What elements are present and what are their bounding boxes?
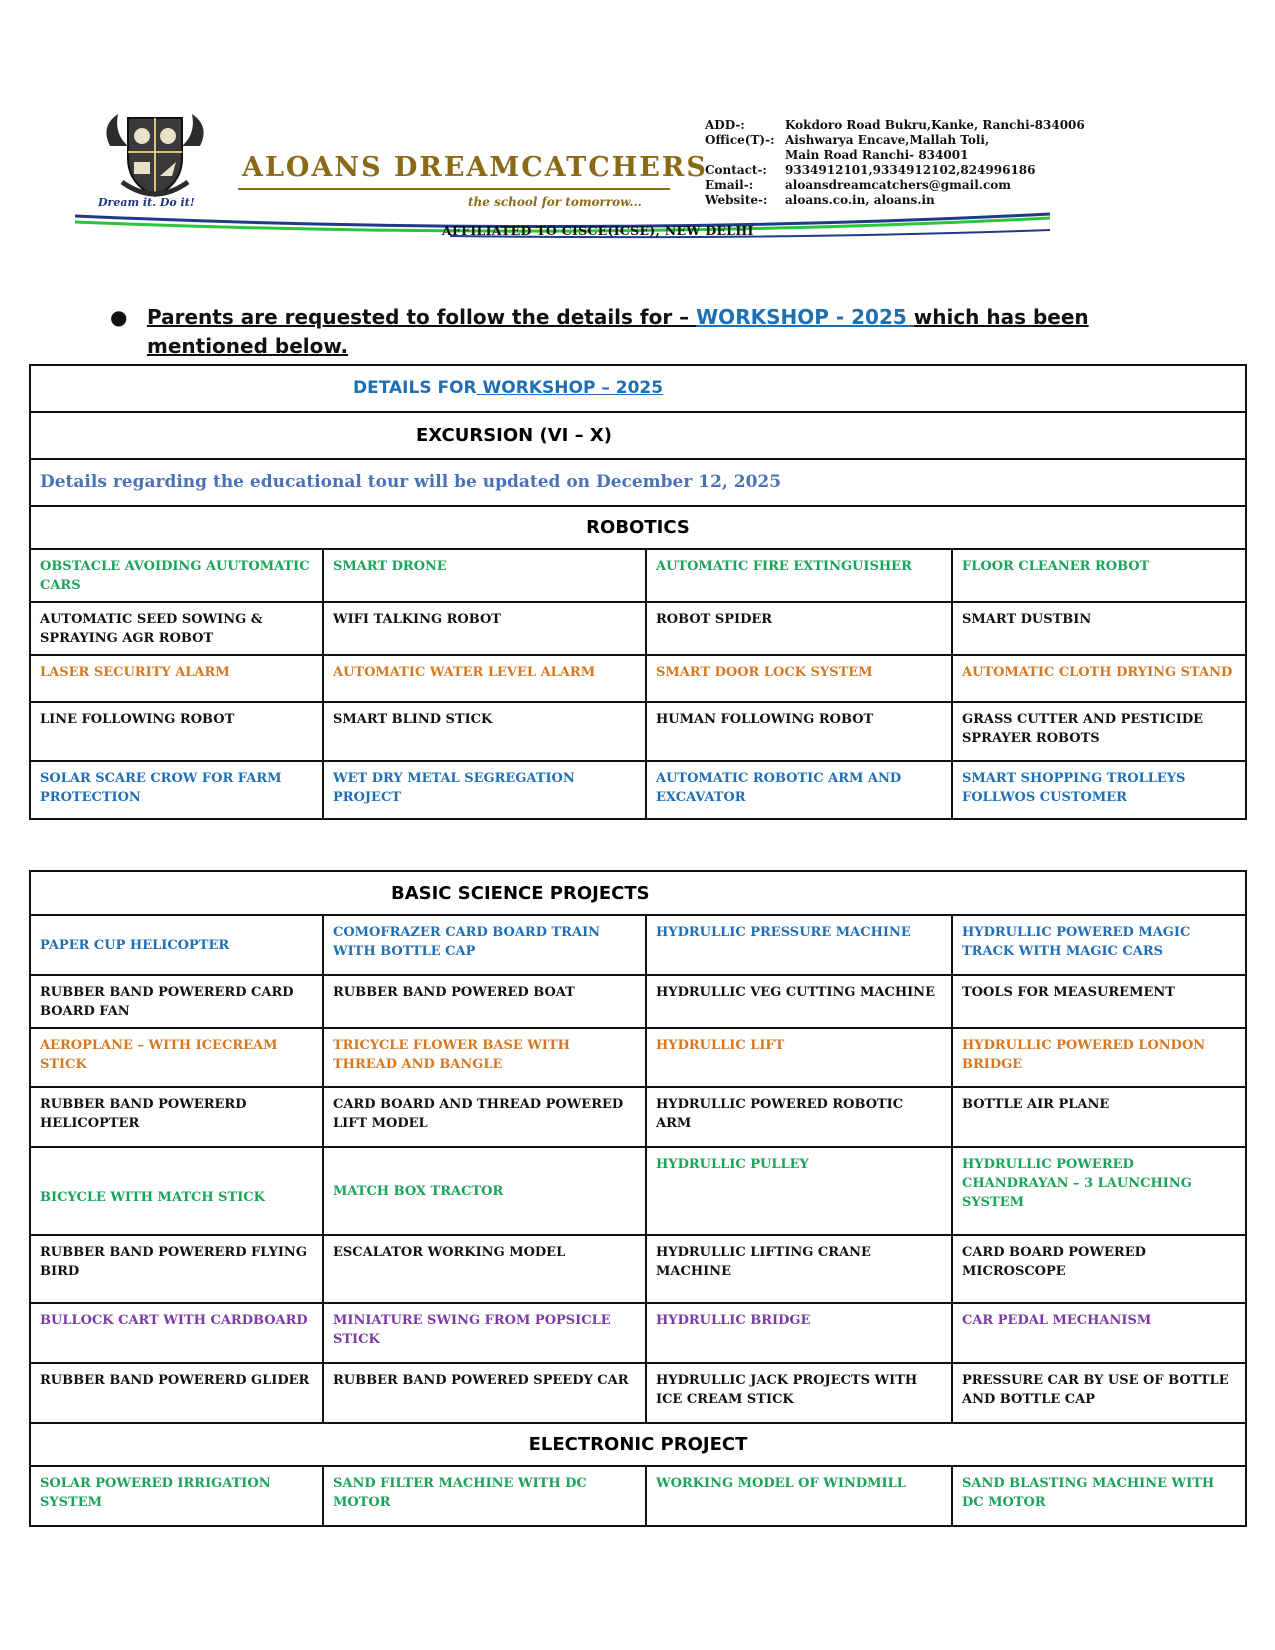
table-cell: SMART DOOR LOCK SYSTEM	[646, 655, 952, 702]
details-workshop-link[interactable]: WORKSHOP – 2025	[476, 378, 664, 398]
table-cell: BOTTLE AIR PLANE	[952, 1087, 1246, 1147]
affiliation-text: AFFILIATED TO CISCE(ICSE), NEW DELHI	[442, 223, 754, 238]
table-cell: AUTOMATIC CLOTH DRYING STAND	[952, 655, 1246, 702]
table-cell: HYDRULLIC LIFT	[646, 1028, 952, 1087]
table-cell: HYDRULLIC JACK PROJECTS WITH ICE CREAM STICK	[646, 1363, 952, 1423]
table-cell: FLOOR CLEANER ROBOT	[952, 549, 1246, 602]
contact-block	[705, 118, 1085, 208]
table-cell: HYDRULLIC POWERED ROBOTIC ARM	[646, 1087, 952, 1147]
school-motto: Dream it. Do it!	[98, 196, 195, 209]
table-cell: HYDRULLIC VEG CUTTING MACHINE	[646, 975, 952, 1028]
table-cell: SOLAR SCARE CROW FOR FARM PROTECTION	[30, 761, 323, 819]
table-cell: HYDRULLIC POWERED CHANDRAYAN – 3 LAUNCHING SYSTEM	[952, 1147, 1246, 1235]
school-tagline: the school for tomorrow...	[468, 195, 642, 209]
school-name: ALOANS DREAMCATCHERS	[242, 152, 708, 183]
robotics-heading: ROBOTICS	[30, 506, 1246, 549]
table-cell: MATCH BOX TRACTOR	[323, 1147, 646, 1235]
website-row: Website-: aloans.co.in, aloans.in	[705, 193, 935, 207]
table-cell: HYDRULLIC POWERED LONDON BRIDGE	[952, 1028, 1246, 1087]
letterhead	[70, 100, 1130, 250]
table-cell: TRICYCLE FLOWER BASE WITH THREAD AND BANGLE	[323, 1028, 646, 1087]
parent-notice	[110, 303, 1120, 361]
notice-text-start: Parents are requested to follow the details for –	[147, 305, 697, 329]
table-cell: WET DRY METAL SEGREGATION PROJECT	[323, 761, 646, 819]
electronic-heading: ELECTRONIC PROJECT	[30, 1423, 1246, 1466]
table-cell: CARD BOARD AND THREAD POWERED LIFT MODEL	[323, 1087, 646, 1147]
table-cell: SMART DUSTBIN	[952, 602, 1246, 655]
table-cell: GRASS CUTTER AND PESTICIDE SPRAYER ROBOTS	[952, 702, 1246, 761]
basic-science-electronic-table	[29, 870, 1247, 1527]
table-cell: RUBBER BAND POWERED BOAT	[323, 975, 646, 1028]
school-name-underline	[238, 188, 670, 190]
excursion-heading: EXCURSION (VI – X)	[30, 412, 1246, 459]
table-cell: MINIATURE SWING FROM POPSICLE STICK	[323, 1303, 646, 1363]
school-crest-icon	[100, 106, 210, 206]
table-cell: WORKING MODEL OF WINDMILL	[646, 1466, 952, 1526]
table-cell: RUBBER BAND POWERERD HELICOPTER	[30, 1087, 323, 1147]
email-row: Email-: aloansdreamcatchers@gmail.com	[705, 178, 1011, 192]
table-cell: HYDRULLIC BRIDGE	[646, 1303, 952, 1363]
table-cell: CARD BOARD POWERED MICROSCOPE	[952, 1235, 1246, 1303]
table-cell: RUBBER BAND POWERERD GLIDER	[30, 1363, 323, 1423]
details-robotics-table	[29, 364, 1247, 820]
notice-text-end: which has been mentioned below.	[147, 305, 1089, 358]
table-cell: AUTOMATIC ROBOTIC ARM AND EXCAVATOR	[646, 761, 952, 819]
contact-row: Contact-: 9334912101,9334912102,824996186	[705, 163, 1036, 177]
table-cell: COMOFRAZER CARD BOARD TRAIN WITH BOTTLE CAP	[323, 915, 646, 975]
table-cell: SMART SHOPPING TROLLEYS FOLLWOS CUSTOMER	[952, 761, 1246, 819]
table-cell: TOOLS FOR MEASUREMENT	[952, 975, 1246, 1028]
table-cell: RUBBER BAND POWERERD FLYING BIRD	[30, 1235, 323, 1303]
table-cell: AUTOMATIC SEED SOWING & SPRAYING AGR ROBOT	[30, 602, 323, 655]
table-cell: AUTOMATIC WATER LEVEL ALARM	[323, 655, 646, 702]
table-cell: ROBOT SPIDER	[646, 602, 952, 655]
table-cell: OBSTACLE AVOIDING AUUTOMATIC CARS	[30, 549, 323, 602]
workshop-link[interactable]: WORKSHOP - 2025	[696, 305, 914, 329]
table-cell: RUBBER BAND POWERED SPEEDY CAR	[323, 1363, 646, 1423]
table-cell: HYDRULLIC LIFTING CRANE MACHINE	[646, 1235, 952, 1303]
table-cell: SAND BLASTING MACHINE WITH DC MOTOR	[952, 1466, 1246, 1526]
table-cell: CAR PEDAL MECHANISM	[952, 1303, 1246, 1363]
office-row: Office(T)-: Aishwarya Encave,Mallah Toli,	[705, 133, 990, 147]
table-cell: SMART BLIND STICK	[323, 702, 646, 761]
table-cell: AEROPLANE – WITH ICECREAM STICK	[30, 1028, 323, 1087]
excursion-note: Details regarding the educational tour will be updated on December 12, 2025	[30, 459, 1246, 506]
table-cell: BULLOCK CART WITH CARDBOARD	[30, 1303, 323, 1363]
table-cell: SOLAR POWERED IRRIGATION SYSTEM	[30, 1466, 323, 1526]
bullet-icon: ●	[110, 305, 128, 329]
table-cell: HYDRULLIC PRESSURE MACHINE	[646, 915, 952, 975]
table-cell: HUMAN FOLLOWING ROBOT	[646, 702, 952, 761]
table-cell: AUTOMATIC FIRE EXTINGUISHER	[646, 549, 952, 602]
address-row: ADD-: Kokdoro Road Bukru,Kanke, Ranchi-834006	[705, 118, 1085, 132]
basic-science-heading: BASIC SCIENCE PROJECTS	[30, 871, 1246, 915]
table-cell: PAPER CUP HELICOPTER	[30, 915, 323, 975]
table-cell: BICYCLE WITH MATCH STICK	[30, 1147, 323, 1235]
office-row-2: Main Road Ranchi- 834001	[785, 148, 969, 162]
table-cell: ESCALATOR WORKING MODEL	[323, 1235, 646, 1303]
table-cell: LASER SECURITY ALARM	[30, 655, 323, 702]
details-title: DETAILS FOR WORKSHOP – 2025	[30, 365, 1246, 412]
table-cell: WIFI TALKING ROBOT	[323, 602, 646, 655]
table-cell: HYDRULLIC POWERED MAGIC TRACK WITH MAGIC CARS	[952, 915, 1246, 975]
table-cell: SMART DRONE	[323, 549, 646, 602]
table-cell: LINE FOLLOWING ROBOT	[30, 702, 323, 761]
table-cell: SAND FILTER MACHINE WITH DC MOTOR	[323, 1466, 646, 1526]
table-cell: PRESSURE CAR BY USE OF BOTTLE AND BOTTLE CAP	[952, 1363, 1246, 1423]
table-cell: HYDRULLIC PULLEY	[646, 1147, 952, 1235]
table-cell: RUBBER BAND POWERERD CARD BOARD FAN	[30, 975, 323, 1028]
